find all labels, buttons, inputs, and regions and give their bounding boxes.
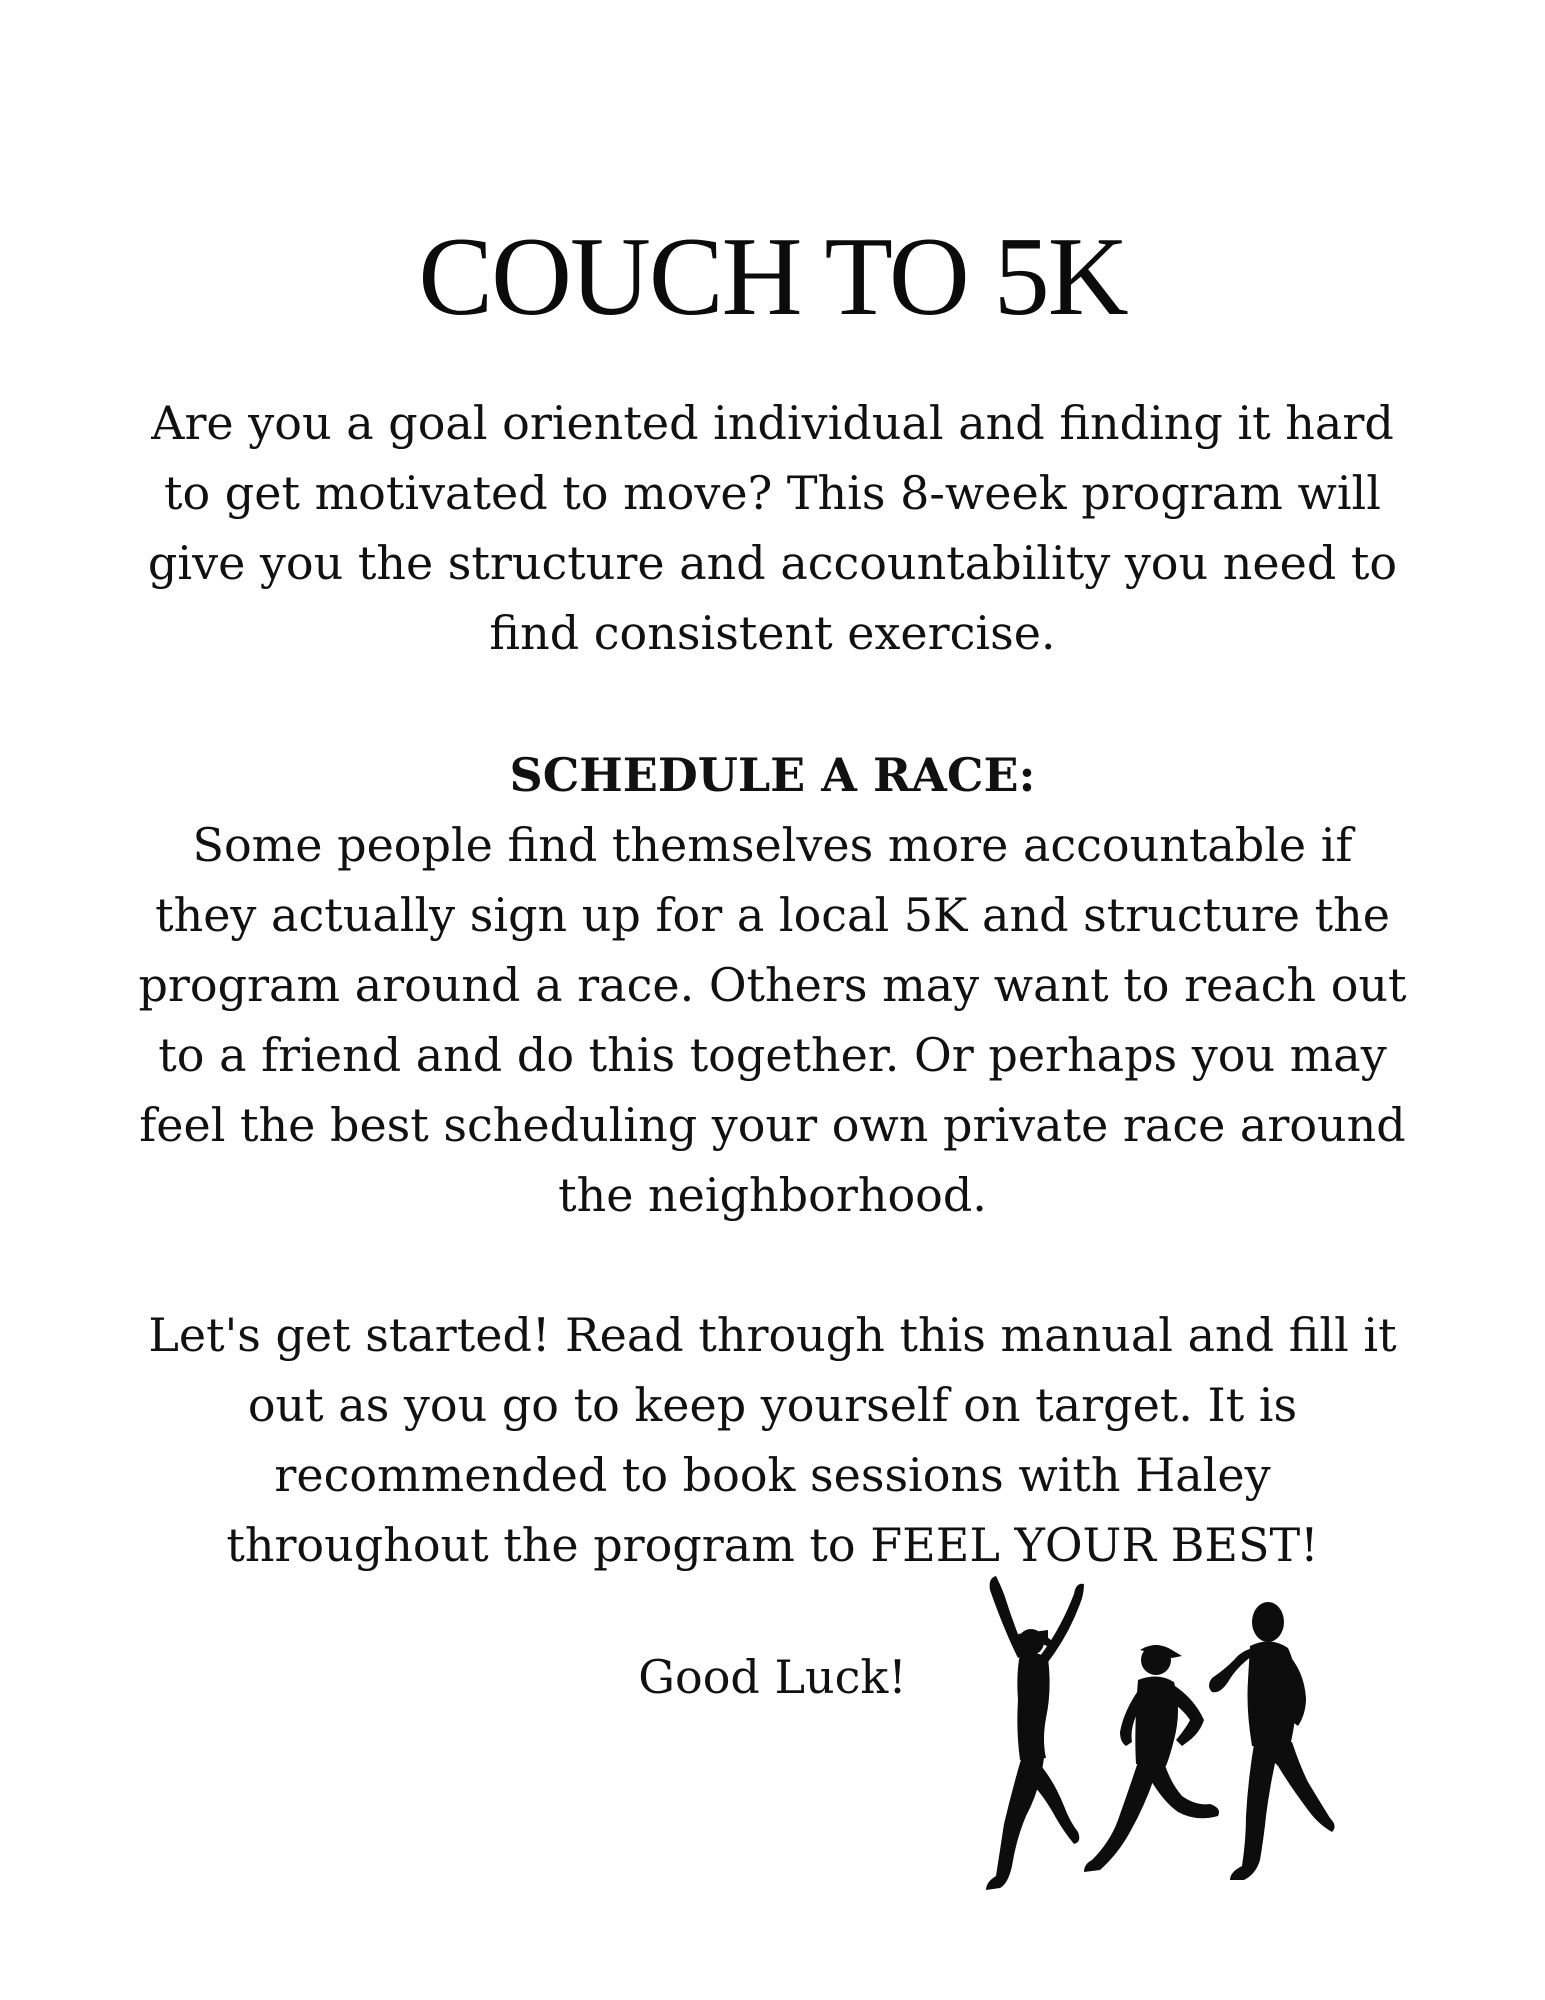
good-luck-text: Good Luck! [638, 1650, 907, 1704]
closing-paragraph: Let's get started! Read through this manual and fill it out as you go to keep yourself on target. It is recommended to book sessions with Haley throughout the program to FEEL YOUR BEST! [148, 1308, 1397, 1572]
page-title: COUCH TO 5K [418, 215, 1127, 339]
runner-right-icon [1209, 1602, 1335, 1880]
runner-cheering-icon [986, 1576, 1084, 1890]
runner-middle-icon [1084, 1645, 1219, 1872]
schedule-race-heading: SCHEDULE A RACE: [509, 748, 1036, 802]
runners-silhouette-icon [960, 1570, 1360, 1910]
intro-paragraph: Are you a goal oriented individual and finding it hard to get motivated to move? This 8-week program will give you the structure and accountability you need to find consistent exercise. [147, 396, 1398, 660]
schedule-race-paragraph: Some people find themselves more accountable if they actually sign up for a local 5K and structure the program around a race. Others may want to reach out to a friend and do this together. Or perhaps you may feel the best scheduling your own private race around the neighborhood. [138, 818, 1407, 1222]
